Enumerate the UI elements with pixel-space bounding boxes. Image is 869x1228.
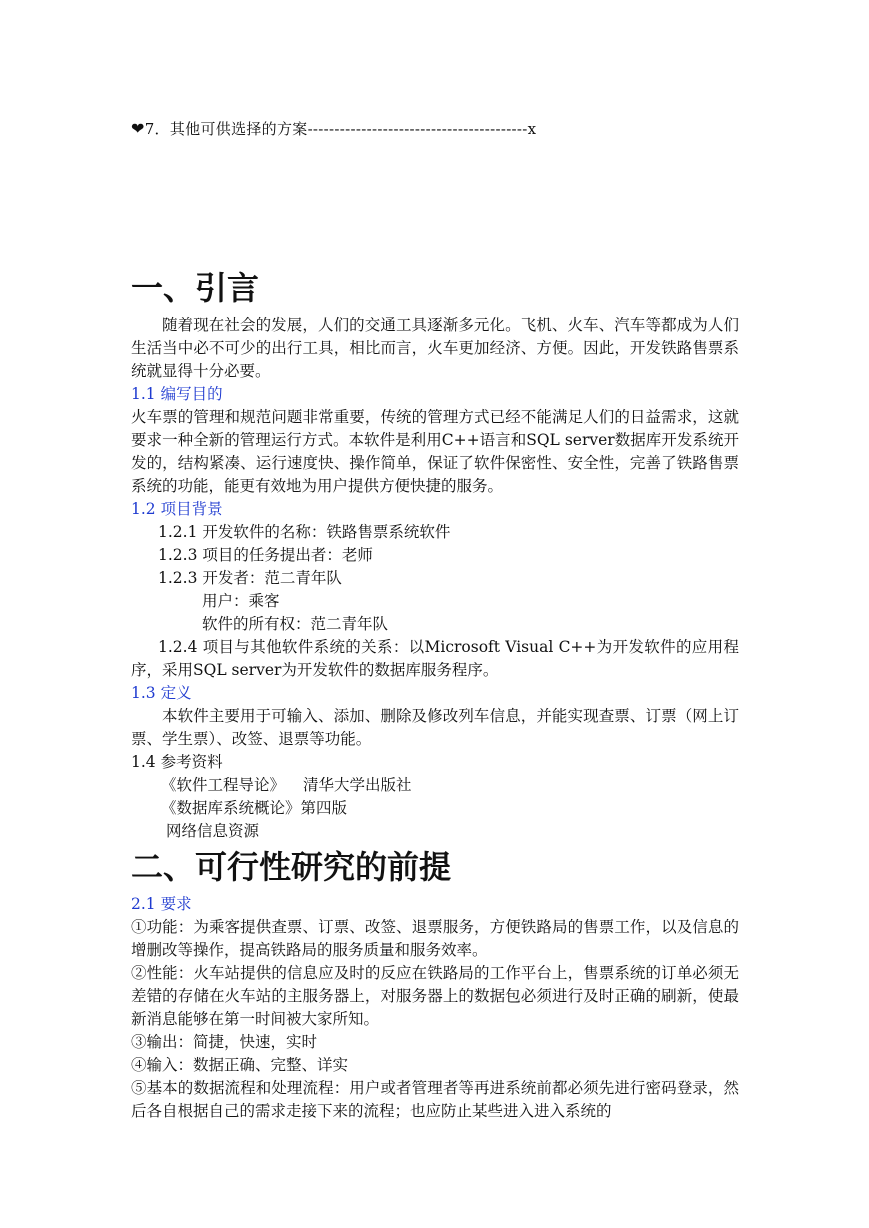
reference-2: 《数据库系统概论》第四版 bbox=[161, 799, 348, 817]
toc-entry-text: 7．其他可供选择的方案-----------------------------------------x bbox=[144, 120, 537, 138]
reference-1-title: 《软件工程导论》 bbox=[161, 776, 286, 794]
heading-1-4: 1.4 参考资料 bbox=[131, 753, 223, 771]
heading-1-2: 1.2 项目背景 bbox=[131, 500, 223, 518]
requirement-output: ③输出：简捷，快速，实时 bbox=[131, 1033, 318, 1051]
user-line: 用户：乘客 bbox=[202, 592, 280, 610]
heading-2-1: 2.1 要求 bbox=[131, 895, 192, 913]
heading-1-1: 1.1 编写目的 bbox=[131, 385, 223, 403]
reference-1 bbox=[131, 774, 739, 797]
list-item: 1.2.1 开发软件的名称：铁路售票系统软件 bbox=[158, 523, 451, 541]
list-item: 1.2.3 开发者：范二青年队 bbox=[158, 569, 342, 587]
toc-entry[interactable] bbox=[131, 118, 536, 139]
reference-3: 网络信息资源 bbox=[166, 822, 260, 840]
relation-paragraph: 1.2.4 项目与其他软件系统的关系：以Microsoft Visual C++为开发软件的应用程序，采用SQL server为开发软件的数据库服务程序。 bbox=[131, 638, 739, 679]
heart-icon: ❤ bbox=[131, 119, 145, 138]
section1-title: 一、引言 bbox=[131, 269, 260, 307]
owner-line: 软件的所有权：范二青年队 bbox=[202, 615, 389, 633]
section1-intro: 随着现在社会的发展，人们的交通工具逐渐多元化。飞机、火车、汽车等都成为人们生活当中必不可少的出行工具，相比而言，火车更加经济、方便。因此，开发铁路售票系统就显得十分必要。 bbox=[131, 316, 739, 380]
requirement-function: ①功能：为乘客提供查票、订票、改签、退票服务，方便铁路局的售票工作，以及信息的增删改等操作，提高铁路局的服务质量和服务效率。 bbox=[131, 918, 739, 959]
reference-1-publisher: 清华大学出版社 bbox=[303, 776, 412, 794]
section2-title: 二、可行性研究的前提 bbox=[131, 848, 452, 886]
document-body bbox=[131, 266, 739, 1123]
paragraph-1-1: 火车票的管理和规范问题非常重要，传统的管理方式已经不能满足人们的日益需求，这就要求一种全新的管理运行方式。本软件是利用C++语言和SQL server数据库开发系统开发的，结构紧凑、运行速度快、操作简单，保证了软件保密性、安全性，完善了铁路售票系统的功能，能更有效地为用户提供方便快捷的服务。 bbox=[131, 408, 739, 495]
requirement-flow: ⑤基本的数据流程和处理流程：用户或者管理者等再进系统前都必须先进行密码登录，然后各自根据自己的需求走接下来的流程；也应防止某些进入进入系统的 bbox=[131, 1079, 739, 1120]
list-item: 1.2.3 项目的任务提出者：老师 bbox=[158, 546, 373, 564]
requirement-performance: ②性能：火车站提供的信息应及时的反应在铁路局的工作平台上，售票系统的订单必须无差错的存储在火车站的主服务器上，对服务器上的数据包必须进行及时正确的刷新，使最新消息能够在第一时间被大家所知。 bbox=[131, 964, 739, 1028]
heading-1-3: 1.3 定义 bbox=[131, 684, 192, 702]
requirement-input: ④输入：数据正确、完整、详实 bbox=[131, 1056, 349, 1074]
paragraph-1-3: 本软件主要用于可输入、添加、删除及修改列车信息，并能实现查票、订票（网上订票、学生票）、改签、退票等功能。 bbox=[131, 707, 739, 748]
